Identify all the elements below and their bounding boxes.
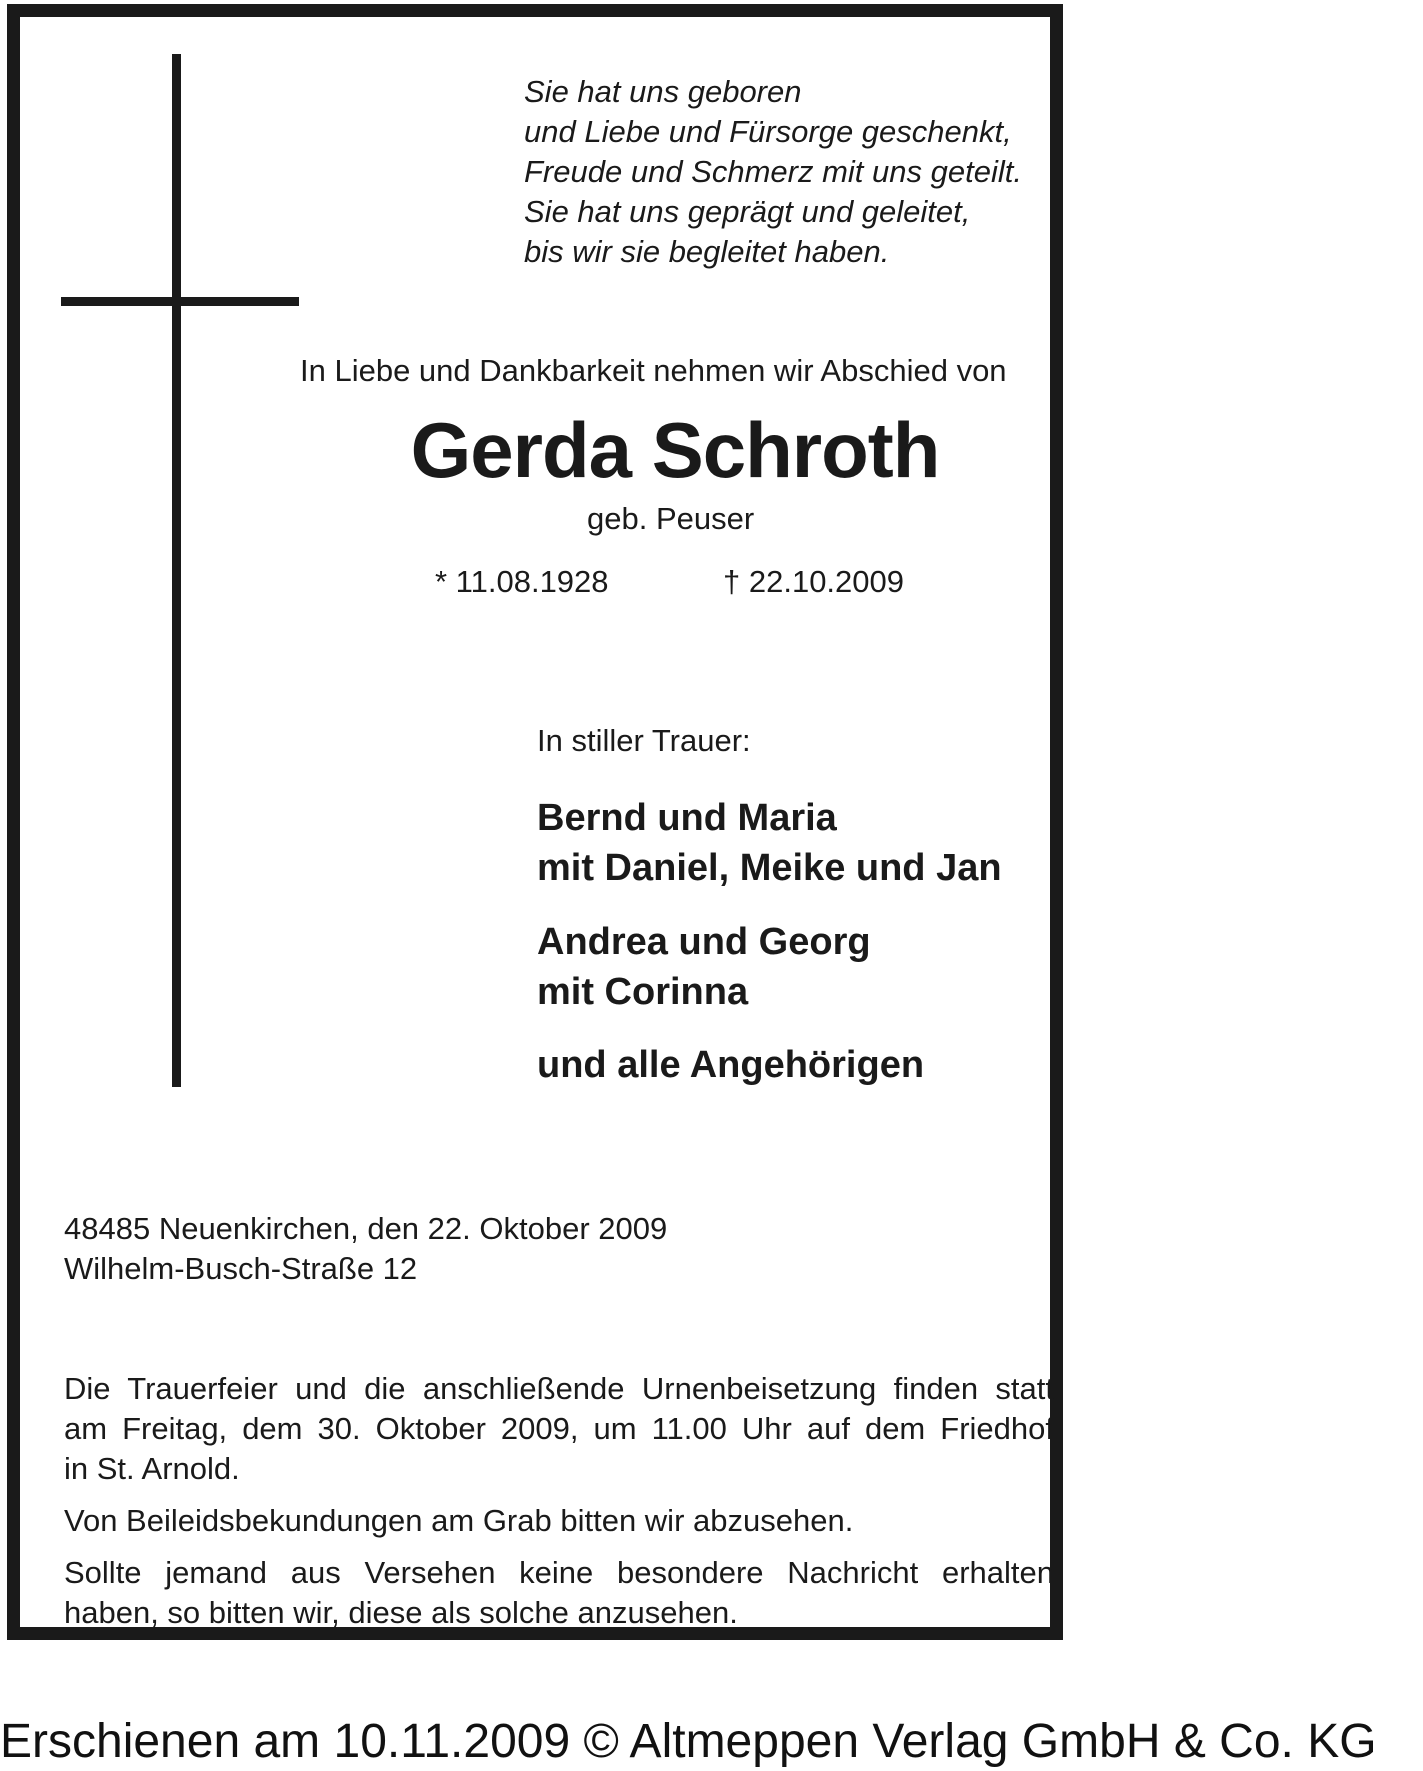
mourner-group <box>537 1040 924 1090</box>
address <box>64 1209 667 1289</box>
poem-line: und Liebe und Fürsorge geschenkt, <box>524 114 1012 149</box>
notification-line: Sollte jemand aus Versehen keine besondere Nachricht erhalten <box>64 1555 1054 1590</box>
mourning-intro: In stiller Trauer: <box>537 723 751 758</box>
cross-icon-bar <box>61 297 299 306</box>
condolence-line: Von Beileidsbekundungen am Grab bitten wir abzusehen. <box>64 1503 854 1538</box>
poem-line: Sie hat uns geprägt und geleitet, <box>524 194 971 229</box>
death-date: † 22.10.2009 <box>723 564 905 599</box>
poem-line: bis wir sie begleitet haben. <box>524 234 890 269</box>
mourner-line: und alle Angehörigen <box>537 1044 925 1086</box>
mourner-group <box>537 917 871 1017</box>
ceremony-line: Die Trauerfeier und die anschließende Urnenbeisetzung finden statt <box>64 1371 1054 1406</box>
publication-credit: Erschienen am 10.11.2009 © Altmeppen Verlag GmbH & Co. KG <box>0 1715 1377 1768</box>
ceremony-info <box>64 1369 1054 1489</box>
poem <box>524 72 1022 272</box>
mourner-line: Andrea und Georg <box>537 921 871 963</box>
poem-line: Freude und Schmerz mit uns geteilt. <box>524 154 1022 189</box>
birth-date: * 11.08.1928 <box>435 564 609 599</box>
notification-line: haben, so bitten wir, diese als solche anzusehen. <box>64 1595 738 1630</box>
maiden-name: geb. Peuser <box>587 501 755 536</box>
ceremony-line: in St. Arnold. <box>64 1451 240 1486</box>
address-line: 48485 Neuenkirchen, den 22. Oktober 2009 <box>64 1211 668 1246</box>
obituary-notice <box>7 4 1063 1640</box>
notification-note <box>64 1553 1054 1633</box>
deceased-name: Gerda Schroth <box>410 406 940 494</box>
poem-line: Sie hat uns geboren <box>524 74 802 109</box>
mourner-group <box>537 793 1002 893</box>
mourner-line: Bernd und Maria <box>537 797 837 839</box>
condolence-note <box>64 1501 1054 1541</box>
cross-icon <box>172 54 181 1087</box>
ceremony-line: am Freitag, dem 30. Oktober 2009, um 11.00 Uhr auf dem Friedhof <box>64 1411 1054 1446</box>
address-line: Wilhelm-Busch-Straße 12 <box>64 1251 418 1286</box>
mourner-line: mit Corinna <box>537 971 749 1013</box>
mourner-line: mit Daniel, Meike und Jan <box>537 847 1002 889</box>
farewell-intro: In Liebe und Dankbarkeit nehmen wir Abschied von <box>300 353 1007 388</box>
